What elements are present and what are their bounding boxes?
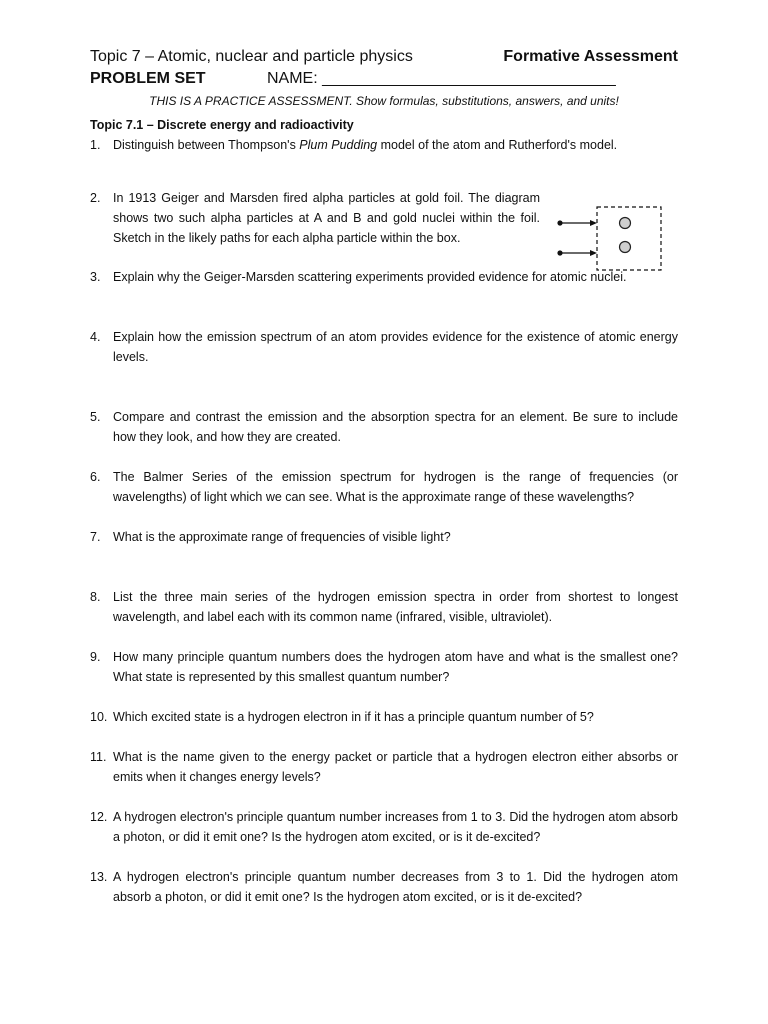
- arrow-head-b: [590, 250, 597, 256]
- question-text: Compare and contrast the emission and the absorption spectra for an element. Be sure to include how they look, and how they are created.: [113, 410, 678, 444]
- question-number: 7.: [90, 530, 101, 544]
- question-9: [90, 647, 678, 687]
- foil-box: [597, 207, 661, 270]
- problem-set-label: PROBLEM SET: [90, 70, 206, 87]
- question-text: Explain why the Geiger-Marsden scattering experiments provided evidence for atomic nuclei.: [113, 270, 627, 284]
- worksheet-page: [90, 48, 678, 907]
- question-text: In 1913 Geiger and Marsden fired alpha particles at gold foil. The diagram shows two such alpha particles at A and B and gold nuclei within the foil. Sketch in the likely paths for each alpha particle within the box.: [113, 191, 540, 245]
- question-5: [90, 407, 678, 447]
- question-number: 1.: [90, 138, 101, 152]
- question-number: 13.: [90, 870, 108, 884]
- question-6: [90, 467, 678, 507]
- gold-nucleus-b: [620, 242, 631, 253]
- assessment-type: Formative Assessment: [503, 48, 678, 65]
- question-text: Explain how the emission spectrum of an atom provides evidence for the existence of atomic energy levels.: [113, 330, 678, 364]
- question-number: 2.: [90, 191, 101, 205]
- question-number: 12.: [90, 810, 108, 824]
- question-11: [90, 747, 678, 787]
- gold-foil-diagram: [554, 205, 674, 275]
- question-number: 5.: [90, 410, 101, 424]
- question-text: What is the approximate range of frequencies of visible light?: [113, 530, 451, 544]
- question-2: [90, 188, 540, 248]
- question-8: [90, 587, 678, 627]
- question-7: [90, 527, 678, 547]
- question-1: [90, 135, 678, 155]
- question-text: How many principle quantum numbers does the hydrogen atom have and what is the smallest one? What state is represented by this smallest quantum number?: [113, 650, 678, 684]
- name-field[interactable]: NAME: _________________________________: [267, 70, 616, 87]
- section-title: Topic 7.1 – Discrete energy and radioactivity: [90, 118, 354, 132]
- question-number: 11.: [90, 750, 107, 764]
- question-number: 3.: [90, 270, 101, 284]
- arrow-head-a: [590, 220, 597, 226]
- header-row: [90, 48, 678, 70]
- question-12: [90, 807, 678, 847]
- question-text-pre: Distinguish between Thompson's: [113, 138, 300, 152]
- question-text: A hydrogen electron's principle quantum number increases from 1 to 3. Did the hydrogen atom absorb a photon, or did it emit one? Is the hydrogen atom excited, or is it de-excited?: [113, 810, 678, 844]
- topic-title: Topic 7 – Atomic, nuclear and particle physics: [90, 48, 413, 65]
- question-number: 6.: [90, 470, 101, 484]
- question-number: 10.: [90, 710, 108, 724]
- subheader-row: [90, 70, 678, 92]
- question-text-post: model of the atom and Rutherford's model.: [377, 138, 618, 152]
- question-number: 9.: [90, 650, 101, 664]
- question-number: 8.: [90, 590, 101, 604]
- question-text: List the three main series of the hydrogen emission spectra in order from shortest to longest wavelength, and label each with its common name (infrared, visible, ultraviolet).: [113, 590, 678, 624]
- question-text-emphasis: Plum Pudding: [299, 138, 378, 152]
- question-text: Which excited state is a hydrogen electron in if it has a principle quantum number of 5?: [113, 710, 594, 724]
- question-13: [90, 867, 678, 907]
- question-4: [90, 327, 678, 367]
- question-number: 4.: [90, 330, 101, 344]
- instructions: THIS IS A PRACTICE ASSESSMENT. Show formulas, substitutions, answers, and units!: [149, 94, 619, 108]
- question-text: The Balmer Series of the emission spectrum for hydrogen is the range of frequencies (or wavelengths) of light which we can see. What is the approximate range of these wavelengths?: [113, 470, 678, 504]
- question-text: What is the name given to the energy packet or particle that a hydrogen electron either absorbs or emits when it changes energy levels?: [113, 750, 678, 784]
- question-text: A hydrogen electron's principle quantum number decreases from 3 to 1. Did the hydrogen atom absorb a photon, or did it emit one? Is the hydrogen atom excited, or is it de-excited?: [113, 870, 678, 904]
- question-10: [90, 707, 678, 727]
- gold-nucleus-a: [620, 218, 631, 229]
